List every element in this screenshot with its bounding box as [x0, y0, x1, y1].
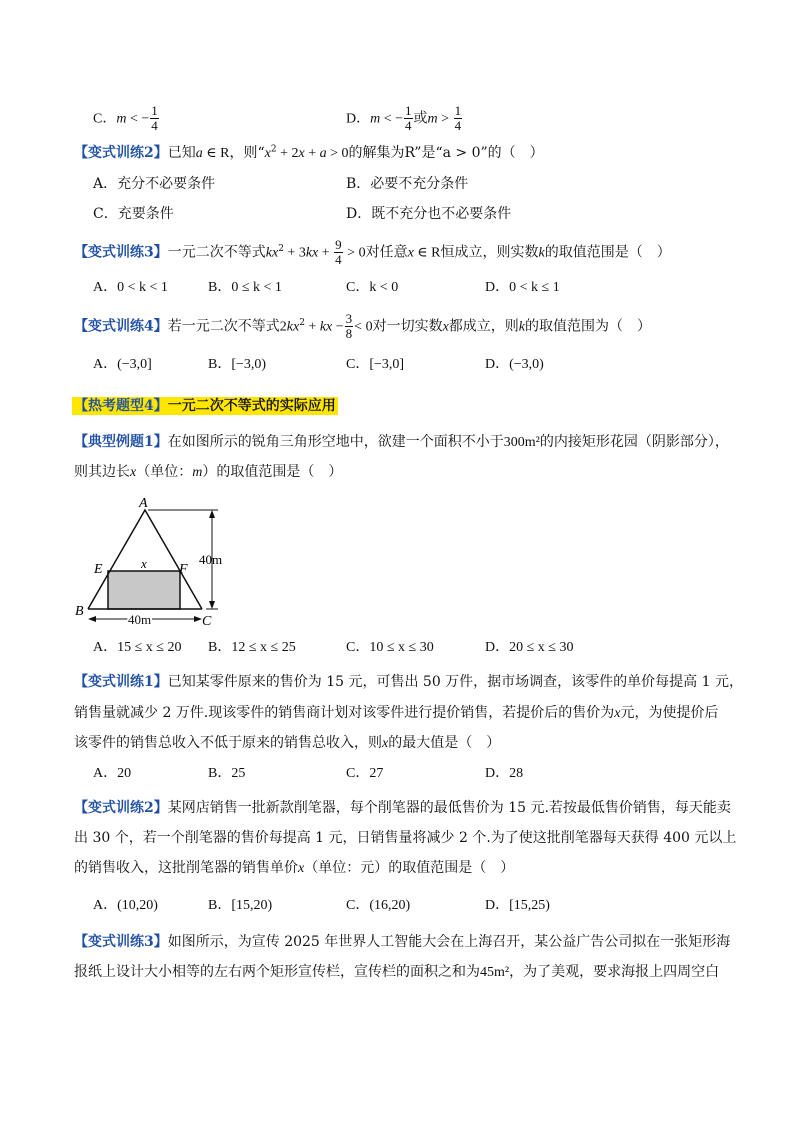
question-tag: 【变式训练2】	[74, 145, 168, 161]
option-a: A．0 < k < 1	[93, 280, 168, 295]
example1-line2: 则其边长x（单位：m）的取值范围是（ ）	[74, 464, 343, 480]
option-b: B．[15,20)	[208, 898, 273, 913]
var-b2-line2: 出 30 个，若一个削笔器的售价每提高 1 元，日销售量将减少 2 个.为了使这批削笔器每天获得 400 元以上	[74, 830, 737, 846]
question-tag: 【变式训练3】	[74, 934, 168, 950]
option-a: A．(−3,0]	[93, 357, 152, 372]
var-b1-line2: 销售量就减少 2 万件.现该零件的销售商计划对该零件进行提价销售，若提价后的售价为x元，为使提价后	[74, 705, 719, 721]
garden-rectangle	[108, 571, 180, 609]
var-b3-line1: 【变式训练3】如图所示，为宣传 2025 年世界人工智能大会在上海召开，某公益广告公司拟在一张矩形海	[74, 934, 731, 950]
question-tag: 【变式训练4】	[74, 318, 168, 335]
var-b2-line3: 的销售收入，这批削笔器的销售单价x（单位：元）的取值范围是（ ）	[74, 860, 515, 876]
var-b1-line1: 【变式训练1】已知某零件原来的售价为 15 元，可售出 50 万件，据市场调查，该零件的单价每提高 1 元，	[74, 674, 743, 690]
label-e: E	[94, 562, 103, 577]
option-c: C．(16,20)	[346, 898, 411, 913]
option-c-line: C．m < − $\frac{1}{4}$	[93, 103, 158, 133]
question-var2: 【变式训练2】已知a ∈ R，则“$x^2 + 2x + a > 0$的解集为R”是“a > 0”的（ ）	[74, 144, 544, 161]
label-height: 40m	[199, 552, 223, 567]
question-tag: 【变式训练2】	[74, 800, 168, 816]
section-title: 一元二次不等式的实际应用	[167, 398, 336, 414]
option-d: D．既不充分也不必要条件	[346, 206, 512, 222]
example1-line1: 【典型例题1】在如图所示的锐角三角形空地中，欲建一个面积不小于300m²的内接矩形花园（阴影部分），	[74, 434, 729, 450]
label-base: 40m	[128, 612, 152, 627]
option-d: D．[15,25)	[485, 898, 550, 913]
label-f: F	[179, 562, 188, 577]
var-b2-line1: 【变式训练2】某网店销售一批新款削笔器，每个削笔器的最低售价为 15 元.若按最低售价销售，每天能卖	[74, 800, 731, 816]
question-tag: 【典型例题1】	[74, 434, 168, 450]
option-c: C．k < 0	[346, 280, 399, 295]
option-a: A．15 ≤ x ≤ 20	[93, 640, 182, 655]
option-c: C．[−3,0]	[346, 357, 405, 372]
option-c: C．充要条件	[93, 206, 174, 222]
option-a: A．20	[93, 766, 132, 781]
triangle-figure	[70, 495, 240, 630]
option-b: B．必要不充分条件	[346, 176, 469, 192]
option-a: A．充分不必要条件	[93, 176, 216, 192]
label-b: B	[75, 604, 84, 619]
label-a: A	[139, 496, 148, 511]
option-b: B．12 ≤ x ≤ 25	[208, 640, 296, 655]
option-d: D．20 ≤ x ≤ 30	[485, 640, 574, 655]
option-c: C．27	[346, 766, 384, 781]
var-b1-line3: 该零件的销售总收入不低于原来的销售总收入，则x的最大值是（ ）	[74, 735, 501, 751]
label-c: C	[202, 614, 212, 629]
option-d: D．28	[485, 766, 524, 781]
question-tag: 【变式训练1】	[74, 674, 168, 690]
label-x: x	[141, 556, 147, 571]
option-d: D．0 < k ≤ 1	[485, 280, 560, 295]
section-header	[72, 397, 338, 415]
var-b3-line2: 报纸上设计大小相等的左右两个矩形宣传栏，宣传栏的面积之和为45m²，为了美观，要求海报上四周空白	[74, 964, 720, 980]
question-tag: 【变式训练3】	[74, 244, 168, 261]
question-var4: 【变式训练4】若一元二次不等式$2kx^2$ + kx − $\frac{3}{8}$ < 0对一切实数x都成立，则k的取值范围为（ ）	[74, 311, 652, 341]
option-c: C．10 ≤ x ≤ 30	[346, 640, 434, 655]
section-tag: 【热考题型4】	[74, 398, 168, 414]
option-a: A．(10,20)	[93, 898, 158, 913]
question-var3: 【变式训练3】一元二次不等式$kx^2 + 3kx$ + $\frac{9}{4}$ > 0对任意x ∈ R恒成立，则实数k的取值范围是（ ）	[74, 237, 671, 267]
option-b: B．[−3,0)	[208, 357, 267, 372]
option-d: D．(−3,0)	[485, 357, 544, 372]
option-b: B．25	[208, 766, 246, 781]
option-d-line: D．m < − $\frac{1}{4}$ 或m > $\frac{1}{4}$	[346, 103, 462, 133]
option-b: B．0 ≤ k < 1	[208, 280, 282, 295]
